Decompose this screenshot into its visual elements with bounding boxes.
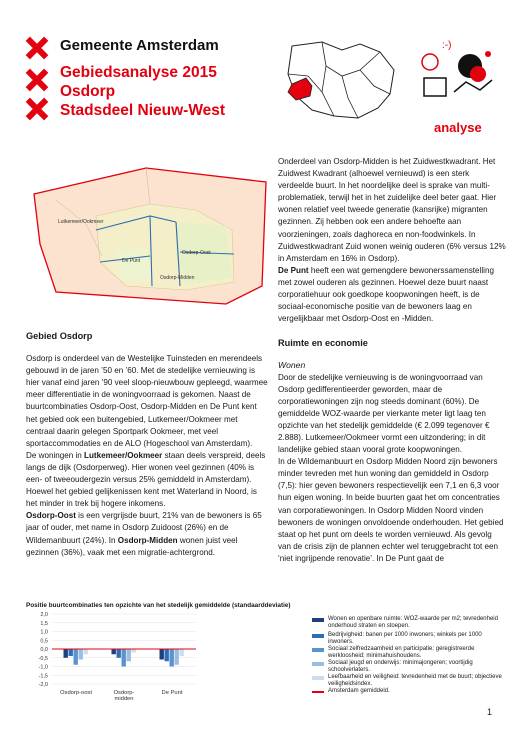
legend-item bbox=[328, 646, 508, 661]
paragraph: De woningen in Lutkemeer/Ookmeer staan deels verspreid, deels langs de dijk (Osdorperweg). Hier wonen veel gezinnen (40% is een- of tweeoudergezin versus 25% gemiddeld in Amsterdam). Hoewel het gebied gelijkenissen kent met Waterland in Noord, is het minder in trek bij hogere inkomens. bbox=[26, 450, 266, 509]
badge-label: analyse bbox=[434, 120, 482, 135]
chart-legend bbox=[26, 602, 504, 710]
map-label-osdorp-oost: Osdorp-Oost bbox=[182, 250, 211, 256]
right-column bbox=[278, 156, 506, 565]
legend-item bbox=[328, 616, 508, 631]
y-tick-label: 0,0 bbox=[40, 647, 48, 653]
legend-text: Wonen en openbare ruimte: WOZ-waarde per m2; tevredenheid onderhoud straten en stoepen. bbox=[328, 616, 498, 630]
legend-swatch bbox=[312, 618, 324, 622]
map-label-osdorp-midden: Osdorp-Midden bbox=[160, 275, 195, 281]
y-tick-label: -1,5 bbox=[38, 673, 48, 680]
legend-item bbox=[328, 688, 508, 695]
left-column bbox=[26, 330, 268, 559]
legend-text: Sociaal zelfredzaamheid en participatie: geregistreerde werkloosheid; minimahuishoudens. bbox=[328, 646, 475, 660]
map-label-depunt: De Punt bbox=[122, 258, 141, 264]
city-overview-map bbox=[282, 36, 402, 124]
legend-item bbox=[328, 660, 508, 675]
map-label-lutkemeer: Lutkemeer/Ookmeer bbox=[58, 219, 104, 225]
legend-item bbox=[328, 674, 508, 689]
paragraph: Onderdeel van Osdorp-Midden is het Zuidwestkwadrant. Het Zuidwest Kwadrant (alhoewel vernieuwd) is een sterk verdeelde buurt. In het noordelijke deel is sprake van multi-problematiek, terwijl het in het zuidelijke deel beter gaat. Hier wonen relatief veel tweede generatie (kansrijke) migranten gezinnen. Zij hebben ook een andere behoefte aan voorzieningen, zoals daghoreca en non-foodwinkels. In Zuidwestkwadrant Zuid wonen weinig ouderen (6% versus 12% in Amsterdam en 16% in Osdorp). bbox=[278, 157, 506, 263]
chart-panel bbox=[26, 602, 504, 710]
legend-text: Sociaal jeugd en onderwijs: minimajongeren; voortijdig schoolverlaters. bbox=[328, 660, 473, 674]
page-number: 1 bbox=[487, 707, 493, 717]
x-tick-label: midden bbox=[114, 696, 134, 702]
amsterdam-x-icon bbox=[26, 37, 48, 59]
legend-swatch bbox=[312, 676, 324, 680]
paragraph: Osdorp-Oost is een vergrijsde buurt, 21% van de bewoners is 65 jaar of ouder, met name in Osdorp Zuidoost (26%) en de Wildemanbuurt (24%). In Osdorp-Midden wonen juist veel gezinnen (36%), vaak met een migratie-achtergrond. bbox=[26, 511, 262, 557]
legend-text: Bedrijvigheid: banen per 1000 inwoners; winkels per 1000 inwoners. bbox=[328, 632, 482, 646]
x-tick-label: Osdorp- bbox=[113, 690, 135, 696]
y-tick-label: 1,0 bbox=[40, 629, 48, 636]
legend-item bbox=[328, 632, 508, 647]
paragraph: In de Wildemanbuurt en Osdorp Midden Noord zijn bewoners minder tevreden met hun woning dan gemiddeld in Osdorp (7,5): hier geven bewoners respectievelijk een 7,1 en 6,3 voor hun eigen woning. In beide buurten gaat het om concentraties van corporatiewoningen. In Osdorp Midden Noord vinden bewoners de woningen onvoldoende onderhouden. Het gebied staat op het punt om deels te worden vernieuwd. Als gevolg van de crisis zijn de plannen echter wel teruggebracht tot een ‘niet ingrijpende renovatie’. In De Punt gaat de bbox=[278, 457, 504, 563]
paragraph: Osdorp is onderdeel van de Westelijke Tuinsteden en merendeels gebouwd in de jaren ’50 en ’60. Met de stedelijke vernieuwing is hier vanaf eind jaren ’90 veel sloop-nieuwbouw gepleegd, waarmee meer differentiatie in de woningvoorraad is gekomen. Naast de buurtcombinaties Osdorp-Oost, Osdorp-Midden en De Punt kent het gebied ook een buitengebied, Lutkemeer/Ookmeer met centraal daarin gelegen Sportpark Ookmeer, met veel sportaccommodaties en de ALO (Hogeschool van Amsterdam). bbox=[26, 354, 268, 448]
legend-swatch bbox=[312, 634, 324, 638]
legend-swatch bbox=[312, 648, 324, 652]
y-tick-label: -2,0 bbox=[38, 682, 48, 688]
amsterdam-x-icon bbox=[26, 69, 48, 91]
section-heading: Gebied Osdorp bbox=[26, 331, 93, 341]
y-tick-label: 2,0 bbox=[40, 612, 48, 618]
y-tick-label: 0,5 bbox=[40, 638, 48, 645]
district-map bbox=[26, 160, 274, 320]
legend-swatch bbox=[312, 691, 324, 693]
legend-text: Leefbaarheid en veiligheid: tevredenheid met de buurt; objectieve veiligheidsindex. bbox=[328, 674, 502, 688]
brand-name: Gemeente Amsterdam bbox=[60, 37, 219, 54]
y-tick-label: -1,0 bbox=[38, 664, 48, 671]
legend-swatch bbox=[312, 662, 324, 666]
subheading: Wonen bbox=[278, 360, 306, 371]
paragraph: De Punt heeft een wat gemengdere bewonerssamenstelling met zowel ouderen als gezinnen. Hoewel deze buurt naast corporatiehuur ook goedkope koopwoningen heeft, is de sociaal-economische positie van de bewoners laag en vergelijkbaar met Osdorp-Oost en -Midden. bbox=[278, 265, 494, 324]
title-line2: Osdorp bbox=[60, 83, 116, 100]
chart-title: Positie buurtcombinaties ten opzichte van het stedelijk gemiddelde (standaarddeviatie) bbox=[26, 602, 291, 609]
legend-text: Amsterdam gemiddeld. bbox=[328, 688, 390, 694]
svg-text::-): :-) bbox=[442, 40, 452, 51]
analyse-badge-icon bbox=[414, 36, 504, 128]
y-tick-label: 1,5 bbox=[40, 620, 48, 627]
title-line1: Gebiedsanalyse 2015 bbox=[60, 64, 217, 81]
amsterdam-x-icon bbox=[26, 98, 48, 120]
title-line3: Stadsdeel Nieuw-West bbox=[60, 102, 226, 119]
paragraph: Door de stedelijke vernieuwing is de woningvoorraad van Osdorp gedifferentieerder geworden, maar de corporatiewoningen zijn nog steeds dominant (60%). De gemiddelde WOZ-waarde per vierkante meter ligt laag ten opzichte van het stedelijk gemiddelde (€ 2.099 tegenover € 2.888). Lutkemeer/Ookmeer vormt een uitzondering; in dit landelijke gebied staan vooral grote koopwoningen. bbox=[278, 372, 490, 455]
section-heading: Ruimte en economie bbox=[278, 338, 368, 349]
x-tick-label: Osdorp-oost bbox=[60, 690, 92, 696]
x-tick-label: De Punt bbox=[161, 690, 183, 696]
y-tick-label: -0,5 bbox=[38, 655, 48, 662]
